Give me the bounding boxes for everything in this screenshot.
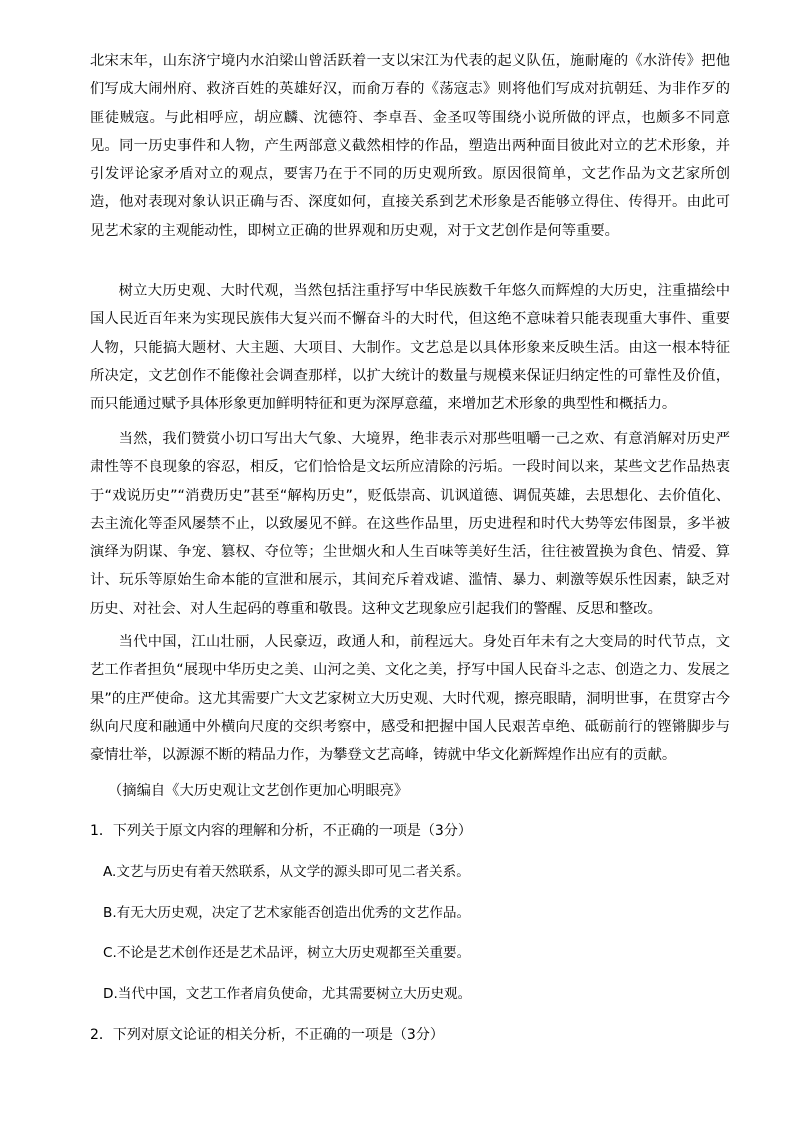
question-1-stem: 1．下列关于原文内容的理解和分析，不正确的一项是（3分） xyxy=(90,823,472,839)
question-1-option-d: D.当代中国，文艺工作者肩负使命，尤其需要树立大历史观。 xyxy=(103,986,472,1002)
question-1-option-c: C.不论是艺术创作还是艺术品评，树立大历史观都至关重要。 xyxy=(103,945,471,961)
question-2-stem: 2．下列对原文论证的相关分析，不正确的一项是（3分） xyxy=(90,1027,444,1043)
article-paragraph-2: 树立大历史观、大时代观，当然包括注重抒写中华民族数千年悠久而辉煌的大历史，注重描绘中国人民近百年来为实现民族伟大复兴而不懈奋斗的大时代，但这绝不意味着只能表现重大事件、重要人物，只能搞大题材、大主题、大项目、大制作。文艺总是以具体形象来反映生活。由这一根本特征所决定，文艺创作不能像社会调查那样，以扩大统计的数量与规模来保证归纳定性的可靠性及价值，而只能通过赋予具体形象更加鲜明特征和更为深厚意蕴，来增加艺术形象的典型性和概括力。 xyxy=(90,283,730,413)
question-1-option-b: B.有无大历史观，决定了艺术家能否创造出优秀的文艺作品。 xyxy=(103,905,471,921)
article-paragraph-1: 北宋末年，山东济宁境内水泊梁山曾活跃着一支以宋江为代表的起义队伍，施耐庵的《水浒传》把他们写成大闹州府、救济百姓的英雄好汉，而俞万春的《荡寇志》则将他们写成对抗朝廷、为非作歹的匪徒贼寇。与此相呼应，胡应麟、沈德符、李卓吾、金圣叹等围绕小说所做的评点，也颇多不同意见。同一历史事件和人物，产生两部意义截然相悖的作品，塑造出两种面目彼此对立的艺术形象，并引发评论家矛盾对立的观点，要害乃在于不同的历史观所致。原因很简单，文艺作品为文艺家所创造，他对表现对象认识正确与否、深度如何，直接关系到艺术形象是否能够立得住、传得开。由此可见艺术家的主观能动性，即树立正确的世界观和历史观，对于文艺创作是何等重要。 xyxy=(90,53,730,239)
article-paragraph-4: 当代中国，江山壮丽，人民豪迈，政通人和，前程远大。身处百年未有之大变局的时代节点，文艺工作者担负“展现中华历史之美、山河之美、文化之美，抒写中国人民奋斗之志、创造之力、发展之果”的庄严使命。这尤其需要广大文艺家树立大历史观、大时代观，擦亮眼睛，洞明世事，在贯穿古今纵向尺度和融通中外横向尺度的交织考察中，感受和把握中国人民艰苦卓绝、砥砺前行的铿锵脚步与豪情壮举，以源源不断的精品力作，为攀登文艺高峰，铸就中华文化新辉煌作出应有的贡献。 xyxy=(90,634,730,764)
article-source: （摘编自《大历史观让文艺创作更加心明眼亮》 xyxy=(108,783,409,799)
article-paragraph-3: 当然，我们赞赏小切口写出大气象、大境界，绝非表示对那些咀嚼一己之欢、有意消解对历史严肃性等不良现象的容忍，相反，它们恰恰是文坛所应清除的污垢。一段时间以来，某些文艺作品热衷于“戏说历史”“消费历史”甚至“解构历史”，贬低崇高、讥讽道德、调侃英雄，去思想化、去价值化、去主流化等歪风屡禁不止，以致屡见不鲜。在这些作品里，历史进程和时代大势等宏伟图景，多半被演绎为阴谋、争宠、篡权、夺位等；尘世烟火和人生百味等美好生活，往往被置换为食色、情爱、算计、玩乐等原始生命本能的宣泄和展示，其间充斥着戏谑、滥情、暴力、刺激等娱乐性因素，缺乏对历史、对社会、对人生起码的尊重和敬畏。这种文艺现象应引起我们的警醒、反思和整改。 xyxy=(90,431,730,617)
question-1-option-a: A.文艺与历史有着天然联系，从文学的源头即可见二者关系。 xyxy=(103,864,470,880)
